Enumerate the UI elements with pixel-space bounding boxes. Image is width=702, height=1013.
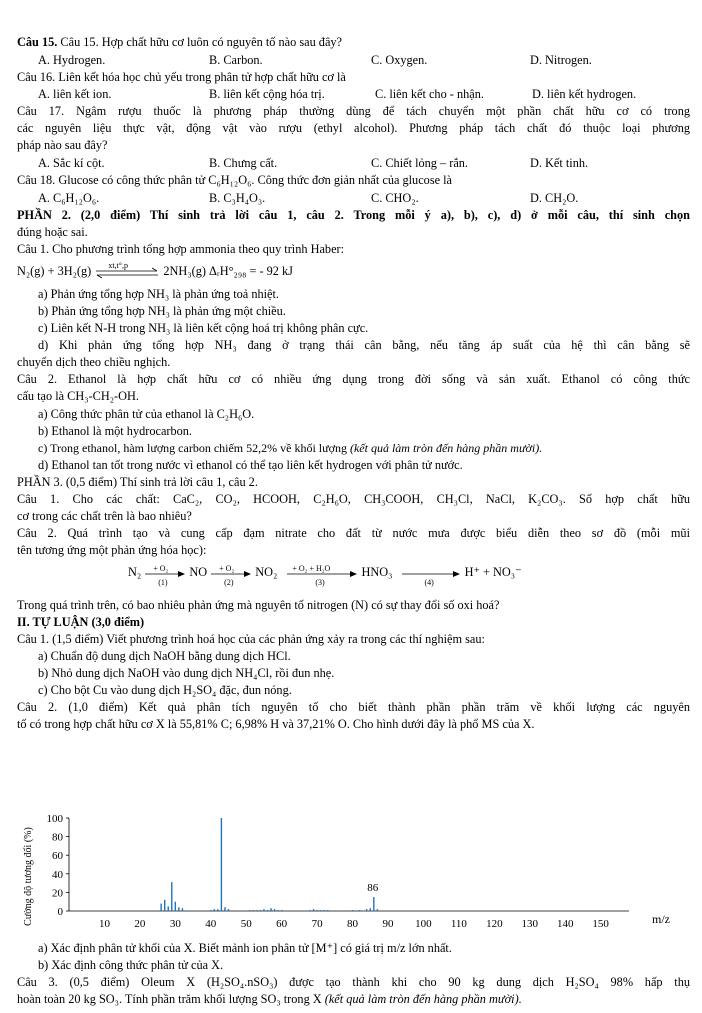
x-tick-label: 10 <box>98 918 110 930</box>
x-tick-label: 50 <box>240 918 252 930</box>
part2-heading: PHẦN 2. (2,0 điểm) Thí sinh trả lời câu 1, câu 2. Trong mỗi ý a), b), c), d) ở mỗi câu, thí sinh chọn <box>17 208 690 222</box>
q18-text: Câu 18. Glucose có công thức phân tử C₆H₁₂O₆. Công thức đơn giản nhất của glucose là <box>17 173 453 187</box>
part2-q1: Câu 1. Cho phương trình tổng hợp ammonia theo quy trình Haber: <box>17 242 345 256</box>
part2-q2-c <box>38 440 690 456</box>
part2-q2-b: b) Ethanol là một hydrocarbon. <box>38 424 193 438</box>
part2-q2-d: d) Ethanol tan tốt trong nước vì ethanol có thể tạo liên kết hydrogen với phân tử nước. <box>38 458 463 472</box>
essay-q1-a: a) Chuẩn độ dung dịch NaOH bằng dung dịch HCl. <box>38 649 291 663</box>
part2-heading-2: đúng hoặc sai. <box>17 225 88 239</box>
x-axis-label: m/z <box>652 912 670 926</box>
x-tick-label: 140 <box>556 918 574 930</box>
option-b: B. liên kết cộng hóa trị. <box>209 87 325 101</box>
arrow-4 <box>401 562 461 587</box>
x-tick-label: 100 <box>415 918 432 930</box>
y-axis-label: Cường độ tương đối (%) <box>23 827 34 926</box>
haber-reactants: N₂(g) + 3H₂(g) <box>17 264 92 278</box>
rounding-note: (kết quả làm tròn đến hàng phần mười). <box>349 441 543 455</box>
species-ions: H⁺ + NO₃⁻ <box>464 564 522 579</box>
x-tick-label: 60 <box>276 918 288 930</box>
haber-equation <box>17 263 293 279</box>
option-a: A. liên kết ion. <box>38 87 112 101</box>
arrow-2-step: (2) <box>224 578 234 587</box>
y-tick-label: 0 <box>57 906 63 918</box>
essay-q3: Câu 3. (0,5 điểm) Oleum X (H₂SO₄.nSO₃) được tạo thành khi cho 90 kg dung dịch H₂SO₄ 98% hấp thụ <box>17 975 690 989</box>
option-a: A. Hydrogen. <box>38 53 106 67</box>
option-d: D. liên kết hydrogen. <box>532 87 637 101</box>
option-a: A. C₆H₁₂O₆. <box>38 191 100 205</box>
y-tick-label: 60 <box>52 850 63 863</box>
q15-text: Câu 15. Câu 15. Hợp chất hữu cơ luôn có nguyên tố nào sau đây? <box>17 35 343 49</box>
option-c: C. liên kết cho - nhận. <box>375 87 484 101</box>
essay-heading: II. TỰ LUẬN (3,0 điểm) <box>17 615 145 629</box>
arrow-1 <box>144 562 186 587</box>
part2-q2-c-text: c) Trong ethanol, hàm lượng carbon chiếm 52,2% về khối lượng <box>38 441 350 455</box>
q17-line-3: pháp nào sau đây? <box>17 138 108 152</box>
haber-products: 2NH₃(g) ΔᵣH°₂₉₈ = - 92 kJ <box>163 264 293 278</box>
species-n2: N₂ <box>128 564 142 579</box>
q17-line-1: Câu 17. Ngâm rượu thuốc là phương pháp thường dùng để tách chuyển một phần chất hữu cơ có trong <box>17 104 690 118</box>
part3-q2-2: tên tương ứng một phản ứng hóa học): <box>17 543 207 557</box>
q16-text: Câu 16. Liên kết hóa học chủ yếu trong phân tử hợp chất hữu cơ là <box>17 70 346 84</box>
option-d: D. CH₂O. <box>530 191 579 205</box>
option-b: B. Carbon. <box>209 53 263 67</box>
x-tick-label: 110 <box>450 918 467 930</box>
q16-options <box>38 86 690 102</box>
peak-annotation: 86 <box>367 882 379 895</box>
y-tick-label: 20 <box>52 887 63 900</box>
arrow-1-reagent: + O₂ <box>153 564 169 573</box>
q15-options <box>38 52 690 68</box>
x-tick-label: 90 <box>382 918 394 930</box>
option-b: B. C₃H₄O₃. <box>209 191 266 205</box>
arrow-2-reagent: + O₂ <box>219 564 235 573</box>
essay-q1-b: b) Nhỏ dung dịch NaOH vào dung dịch NH₄Cl, rồi đun nhẹ. <box>38 666 335 680</box>
part3-q2-3: Trong quá trình trên, có bao nhiêu phản ứng mà nguyên tố nitrogen (N) có sự thay đổi số oxi hoá? <box>17 598 500 612</box>
essay-q1: Câu 1. (1,5 điểm) Viết phương trình hoá học của các phản ứng xảy ra trong các thí nghiệm sau: <box>17 632 485 646</box>
part2-q2: Câu 2. Ethanol là hợp chất hữu cơ có nhiều ứng dụng trong đời sống và sản xuất. Ethanol có công thức <box>17 372 690 386</box>
part2-q1-b: b) Phản ứng tổng hợp NH₃ là phản ứng một chiều. <box>38 304 286 318</box>
essay-q2-2: tố có trong hợp chất hữu cơ X là 55,81% C; 6,98% H và 37,21% O. Cho hình dưới đây là phổ MS của X. <box>17 717 535 731</box>
arrow-3-step: (3) <box>315 578 325 587</box>
q17-options <box>38 155 690 171</box>
essay-q3-2 <box>17 991 690 1007</box>
q18-options <box>38 190 690 206</box>
arrow-2 <box>210 562 252 587</box>
part3-q2: Câu 2. Quá trình tạo và cung cấp đạm nitrate cho đất từ nước mưa được biểu diễn theo sơ đồ (mỗi mũi <box>17 526 690 540</box>
x-tick-label: 40 <box>205 918 217 930</box>
part3-q1-2: cơ trong các chất trên là bao nhiêu? <box>17 509 192 523</box>
option-c: C. Oxygen. <box>371 53 428 67</box>
q17-line-2: các nguyên liệu thực vật, động vật vào rượu (ethyl alcohol). Phương pháp tách chất đó thuộc loại phương <box>17 121 690 135</box>
part3-heading: PHẦN 3. (0,5 điểm) Thí sinh trả lời câu 1, câu 2. <box>17 475 258 489</box>
part3-q1: Câu 1. Cho các chất: CaC₂, CO₂, HCOOH, C₂H₆O, CH₃COOH, CH₃Cl, NaCl, K₂CO₃. Số hợp chất hữu <box>17 492 690 506</box>
essay-q2-a: a) Xác định phân tử khối của X. Biết mảnh ion phân tử [M⁺] có giá trị m/z lớn nhất. <box>38 941 452 955</box>
ms-spectrum-chart <box>17 810 677 930</box>
part2-q1-d-2: chuyển dịch theo chiều nghịch. <box>17 355 171 369</box>
part2-q2-a: a) Công thức phân tử của ethanol là C₂H₆O. <box>38 407 255 421</box>
equilibrium-arrow <box>94 261 160 278</box>
x-tick-label: 80 <box>347 918 359 930</box>
y-tick-label: 40 <box>52 868 63 881</box>
option-c: C. Chiết lỏng – rắn. <box>371 156 469 170</box>
part2-q1-c: c) Liên kết N-H trong NH₃ là liên kết cộng hoá trị không phân cực. <box>38 321 369 335</box>
species-no2: NO₂ <box>255 564 278 579</box>
species-no: NO <box>189 564 208 579</box>
arrow-3-reagent: + O₂ + H₂O <box>292 564 331 573</box>
x-tick-label: 120 <box>486 918 503 930</box>
option-c: C. CHO₂. <box>371 191 419 205</box>
arrow-3 <box>286 562 358 587</box>
y-tick-label: 80 <box>52 831 63 844</box>
y-tick-label: 100 <box>46 813 63 825</box>
haber-conditions: xt,t°,p <box>108 261 128 271</box>
essay-q2: Câu 2. (1,0 điểm) Kết quả phân tích nguyên tố cho biết thành phần phần trăm về khối lượng các nguyên <box>17 700 690 714</box>
option-d: D. Kết tinh. <box>530 156 589 170</box>
option-a: A. Sắc kí cột. <box>38 156 105 170</box>
essay-q3-text: hoàn toàn 20 kg SO₃. Tính phần trăm khối lượng SO₃ trong X <box>17 992 325 1006</box>
part2-q1-a: a) Phản ứng tổng hợp NH₃ là phản ứng toả nhiệt. <box>38 287 279 301</box>
option-d: D. Nitrogen. <box>530 53 592 67</box>
arrow-1-step: (1) <box>158 578 168 587</box>
arrow-4-step: (4) <box>424 578 434 587</box>
nitrogen-scheme <box>128 562 522 587</box>
q15-stem: Câu 15. Hợp chất hữu cơ luôn có nguyên tố nào sau đây? <box>60 35 343 49</box>
x-tick-label: 70 <box>311 918 323 930</box>
essay-q1-c: c) Cho bột Cu vào dung dịch H₂SO₄ đặc, đun nóng. <box>38 683 292 697</box>
x-tick-label: 30 <box>169 918 181 930</box>
equilibrium-arrow-icon <box>94 267 160 279</box>
rounding-note: (kết quả làm tròn đến hàng phần mười). <box>324 992 522 1006</box>
x-tick-label: 130 <box>521 918 539 930</box>
essay-q2-b: b) Xác định công thức phân tử của X. <box>38 958 224 972</box>
part2-q2-2: cấu tạo là CH₃-CH₂-OH. <box>17 389 139 403</box>
option-b: B. Chưng cất. <box>209 156 278 170</box>
species-hno3: HNO₃ <box>361 564 393 579</box>
part2-q1-d: d) Khi phản ứng tổng hợp NH₃ đang ở trạng thái cân bằng, nếu tăng áp suất của hệ thì cân bằng sẽ <box>38 338 690 352</box>
x-tick-label: 20 <box>134 918 146 930</box>
x-tick-label: 150 <box>592 918 609 930</box>
